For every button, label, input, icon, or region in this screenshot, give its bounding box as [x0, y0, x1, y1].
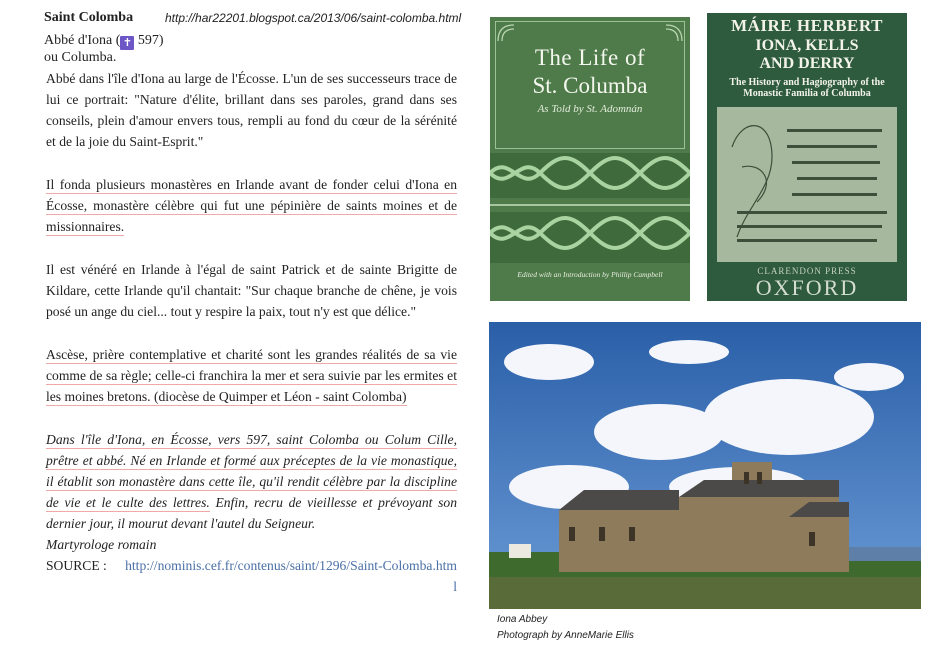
celtic-knot-pattern-icon: [490, 153, 690, 263]
paragraph-1: Abbé dans l'île d'Iona au large de l'Écosse. L'un de ses successeurs trace de lui ce portrait: "Nature d'élite, brillant dans ses paroles, grand dans ses conseils, plein d'amour envers tous, rempli au fond du cœur de la sérénité et de la joie du Saint-Esprit.": [46, 71, 457, 149]
book2-author: MÁIRE HERBERT: [731, 16, 883, 35]
paragraph-2: [46, 174, 457, 237]
book2-subtitle: [707, 77, 907, 99]
book2-title-line2: AND DERRY: [759, 55, 855, 72]
book2-subtitle-line1: The History and Hagiography of the: [729, 77, 885, 88]
intro-suffix: 597): [134, 33, 164, 48]
paragraph-5: [46, 429, 457, 534]
source-link[interactable]: http://nominis.cef.fr/contenus/saint/1296/Saint-Colomba.html: [125, 558, 457, 594]
source-row: [46, 555, 457, 597]
paragraph-4: [46, 344, 457, 407]
source-url: http://har22201.blogspot.ca/2013/06/saint-colomba.html: [165, 11, 462, 25]
paragraph-3: Il est vénéré en Irlande à l'égal de saint Patrick et de sainte Brigitte de Kildare, cette Irlande qu'il chantait: "Sur chaque branche de chêne, je vois posé un ange du ciel... tout y respire la paix, tout n'y est que délice.": [46, 262, 457, 319]
iona-abbey-photo: [489, 322, 921, 609]
martyrologe-label: Martyrologe romain: [46, 537, 157, 552]
book1-title-line1: The Life of: [534, 45, 646, 70]
intro-line-2: ou Columba.: [44, 50, 117, 65]
book1-credit: Edited with an Introduction by Phillip Campbell: [517, 270, 663, 279]
page-title: Saint Colomba: [44, 10, 134, 25]
book-cover-iona-kells-derry: [707, 13, 907, 301]
photo-credit: Photograph by AnneMarie Ellis: [497, 630, 634, 641]
book1-title-line2: St. Columba: [532, 73, 648, 98]
book2-title: [707, 37, 907, 73]
photo-caption: Iona Abbey: [497, 614, 548, 625]
intro-prefix: Abbé d'Iona (: [44, 33, 121, 48]
book2-publisher-large: OXFORD: [755, 275, 859, 300]
p5-rest: Enfin, recru de vieillesse et prévoyant son dernier jour, il mourut devant l'autel du Seigneur.: [46, 495, 457, 531]
manuscript-image-icon: [717, 107, 897, 262]
highlight-p2: Il fonda plusieurs monastères en Irlande avant de fonder celui d'Iona en Écosse, monastère célèbre qui fut une pépinière de saints moines et de missionnaires.: [46, 177, 457, 234]
corner-ornament-icon: [496, 23, 516, 43]
highlight-p4: Ascèse, prière contemplative et charité sont les grandes réalités de sa vie comme de sa règle; celle-ci franchira la mer et sera suivie par les ermites et les moines bretons. (diocèse de Quimper et Léon - saint Colomba): [46, 347, 457, 404]
book2-subtitle-line2: Monastic Familia of Columba: [743, 88, 871, 99]
corner-ornament-icon: [664, 23, 684, 43]
book2-publisher-small: CLARENDON PRESS: [757, 266, 857, 276]
cross-icon: ✝: [120, 36, 134, 50]
intro-line-1: [44, 33, 164, 50]
book1-subtitle: As Told by St. Adomnán: [537, 103, 643, 115]
article-body: [46, 68, 457, 597]
book2-title-line1: IONA, KELLS: [755, 37, 859, 54]
intro-block: [44, 33, 164, 66]
highlight-p5: Dans l'île d'Iona, en Écosse, vers 597, saint Colomba ou Colum Cille, prêtre et abbé. Né en Irlande et formé aux préceptes de la vie monastique, il établit son monastère dans cette île, qu'il rendit célèbre par la discipline de vie et le culte des lettres.: [46, 432, 457, 510]
book-cover-life-of-st-columba: [490, 17, 690, 301]
source-label: SOURCE :: [46, 558, 107, 573]
